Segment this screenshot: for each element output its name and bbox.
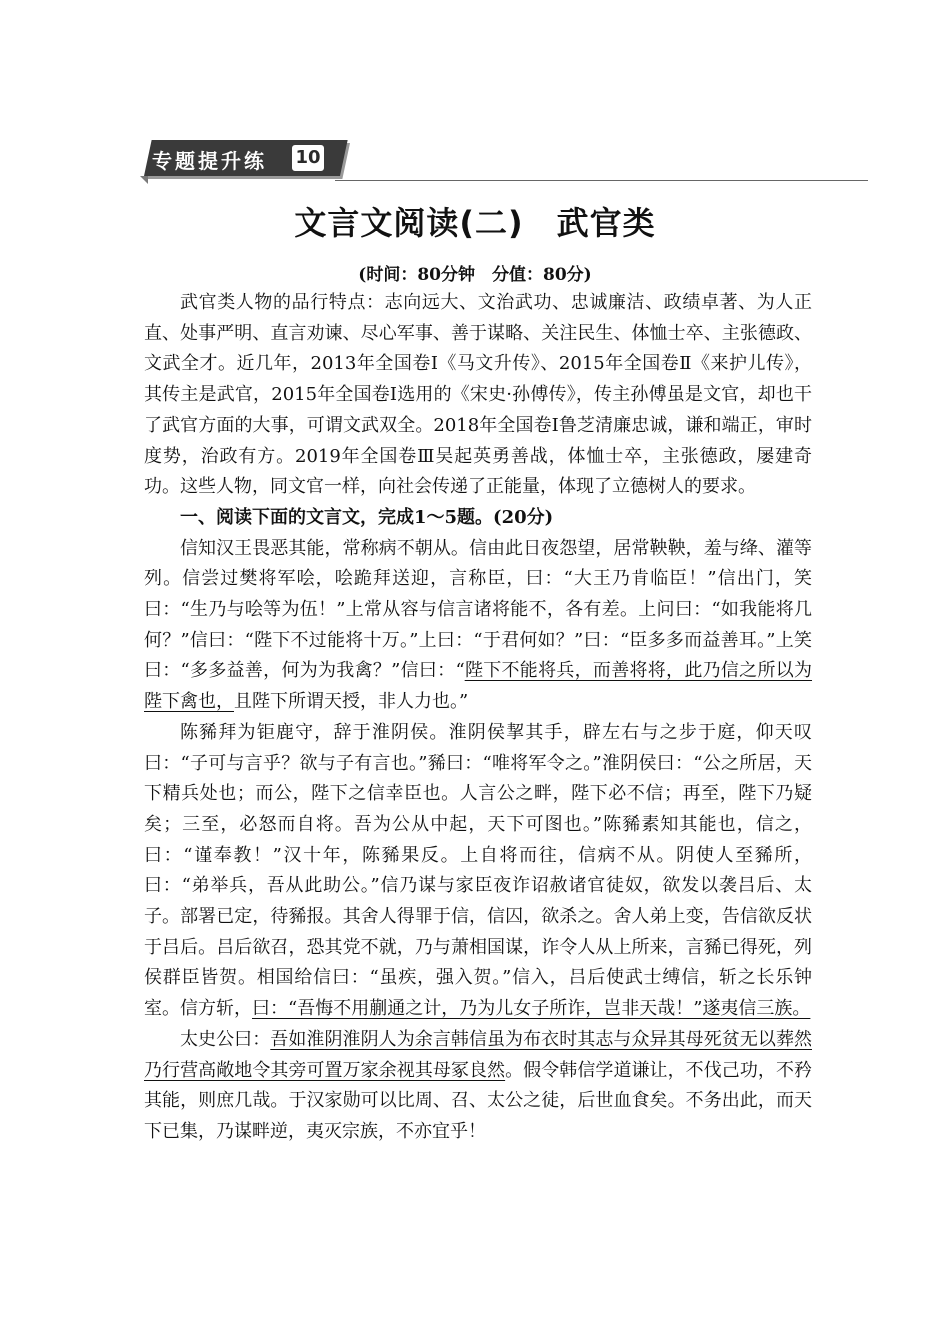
passage-1-text-end: 且陛下所谓天授，非人力也。”	[234, 691, 469, 713]
page-subtitle: (时间：80分钟 分值：80分)	[358, 265, 592, 285]
passage-3-text: 太史公曰：	[180, 1028, 271, 1050]
passage-2-underlined: 曰：“吾悔不用蒯通之计，乃为儿女子所诈，岂非天哉！”遂夷信三族。	[252, 998, 811, 1020]
banner-label: 专题提升练	[152, 149, 267, 173]
section-banner	[140, 138, 868, 188]
passage-2-text: 陈豨拜为钜鹿守，辞于淮阴侯。淮阴侯挈其手，辟左右与之步于庭，仰天叹曰：“子可与言乎？欲与子有言也。”豨曰：“唯将军令之。”淮阴侯曰：“公之所居，天下精兵处也；而公，陛下之信幸臣也。人言公之畔，陛下必不信；再至，陛下乃疑矣；三至，必怒而自将。吾为公从中起，天下可图也。”陈豨素知其能也，信之，曰：“谨奉教！”汉十年，陈豨果反。上自将而往，信病不从。阴使人至豨所，曰：“弟举兵，吾从此助公。”信乃谋与家臣夜诈诏赦诸官徒奴，欲发以袭吕后、太子。部署已定，待豨报。其舍人得罪于信，信囚，欲杀之。舍人弟上变，告信欲反状于吕后。吕后欲召，恐其党不就，乃与萧相国谋，诈令人从上所来，言豨已得死，列侯群臣皆贺。相国给信曰：“虽疾，强入贺。”信入，吕后使武士缚信，斩之长乐钟室。信方斩，	[144, 721, 812, 1020]
question-heading: 一、阅读下面的文言文，完成1～5题。(20分)	[180, 506, 554, 528]
intro-paragraph: 武官类人物的品行特点：志向远大、文治武功、忠诚廉洁、政绩卓著、为人正直、处事严明、直言劝谏、尽心军事、善于谋略、关注民生、体恤士卒、主张德政、文武全才。近几年，2013年全国卷Ⅰ《马文升传》、2015年全国卷Ⅱ《来护儿传》，其传主是武官，2015年全国卷Ⅰ选用的《宋史·孙傅传》，传主孙傅虽是文官，却也干了武官方面的大事，可谓文武双全。2018年全国卷Ⅰ鲁芝清廉忠诚，谦和端正，审时度势，治政有方。2019年全国卷Ⅲ吴起英勇善战，体恤士卒，主张德政，屡建奇功。这些人物，同文官一样，向社会传递了正能量，体现了立德树人的要求。	[144, 292, 812, 498]
passage-3-text-end: 。假令韩信学道谦让，不伐己功，不矜其能，则庶几哉。于汉家勋可以比周、召、太公之徒，后世血食矣。不务出此，而天下已集，乃谋畔逆，夷灭宗族，不亦宜乎！	[144, 1059, 812, 1142]
banner-number: 10	[292, 145, 324, 171]
passage-paragraph-2	[144, 718, 812, 1025]
document-body	[144, 288, 812, 1148]
passage-1-text: 信知汉王畏恶其能，常称病不朝从。信由此日夜怨望，居常鞅鞅，羞与绛、灌等列。信尝过樊将军哙，哙跪拜送迎，言称臣，曰：“大王乃肯临臣！”信出门，笑曰：“生乃与哙等为伍！”上常从容与信言诸将能不，各有差。上问曰：“如我能将几何？”信曰：“陛下不过能将十万。”上曰：“于君何如？”曰：“臣多多而益善耳。”上笑曰：“多多益善，何为为我禽？”信曰：“	[144, 537, 812, 682]
passage-1-underlined: 陛下不能将兵，而善将将，此乃信之所以为陛下禽也，	[144, 660, 813, 713]
page-title: 文言文阅读(二) 武官类	[294, 204, 656, 242]
passage-3-underlined: 吾如淮阴淮阴人为余言韩信虽为布衣时其志与众异其母死贫无以葬然乃行营高敞地令其旁可置万家余视其母冢良然	[144, 1028, 812, 1081]
banner-rule	[335, 180, 868, 181]
passage-paragraph-3	[144, 1025, 812, 1148]
banner-fold	[140, 176, 148, 184]
passage-paragraph-1	[144, 534, 812, 718]
